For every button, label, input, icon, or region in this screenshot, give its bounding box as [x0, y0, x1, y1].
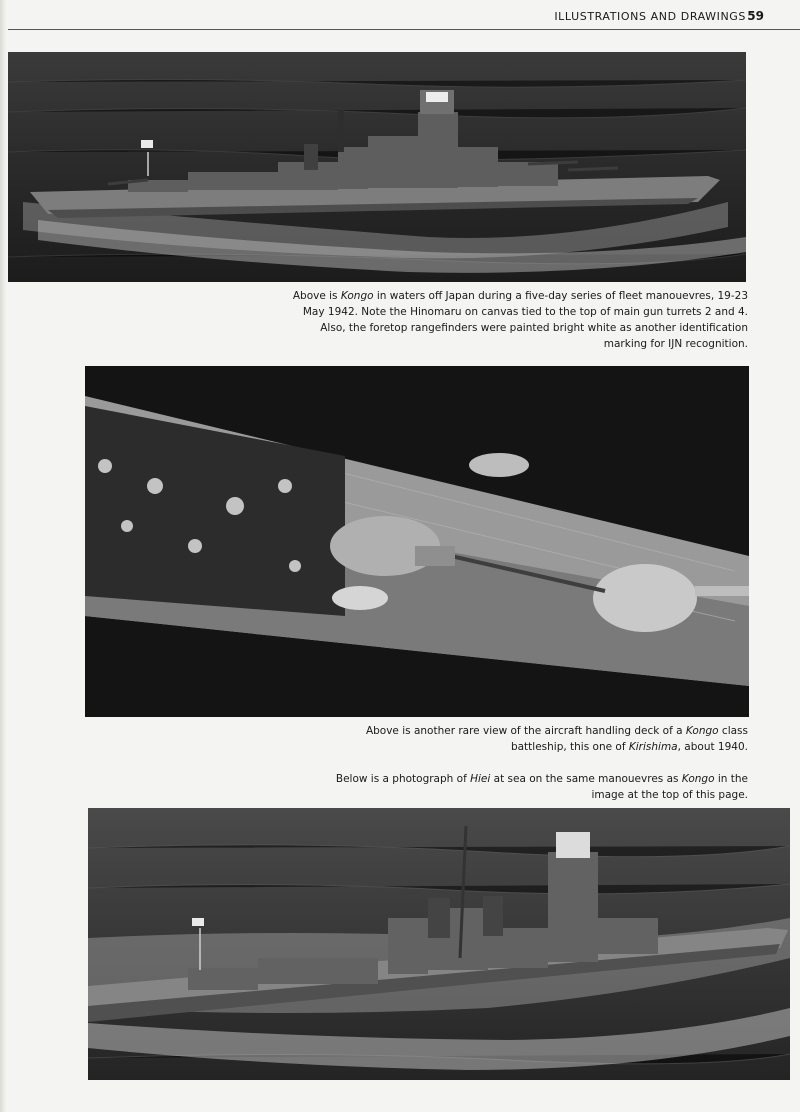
hiei-photo	[88, 808, 790, 1080]
kirishima-deck-photo	[85, 366, 749, 717]
binding-gutter	[0, 0, 7, 1112]
page-number: 59	[747, 9, 764, 23]
running-head: ILLUSTRATIONS AND DRAWINGS	[554, 10, 746, 23]
caption-kongo: Above is Kongo in waters off Japan during a five-day series of fleet manouevres, 19-23 May 1942. Note the Hinomaru on canvas tied to the top of main gun turrets 2 and 4. Also, the foretop rangefinders were painted bright white as another identification marking for IJN recognition.	[292, 290, 748, 350]
header-rule	[8, 29, 800, 30]
kongo-photo	[8, 52, 746, 282]
caption-kirishima: Above is another rare view of the aircraft handling deck of a Kongo class battleship, this one of Kirishima, about 1940.	[365, 725, 748, 753]
caption-hiei: Below is a photograph of Hiei at sea on the same manouevres as Kongo in the image at the top of this page.	[335, 773, 748, 801]
